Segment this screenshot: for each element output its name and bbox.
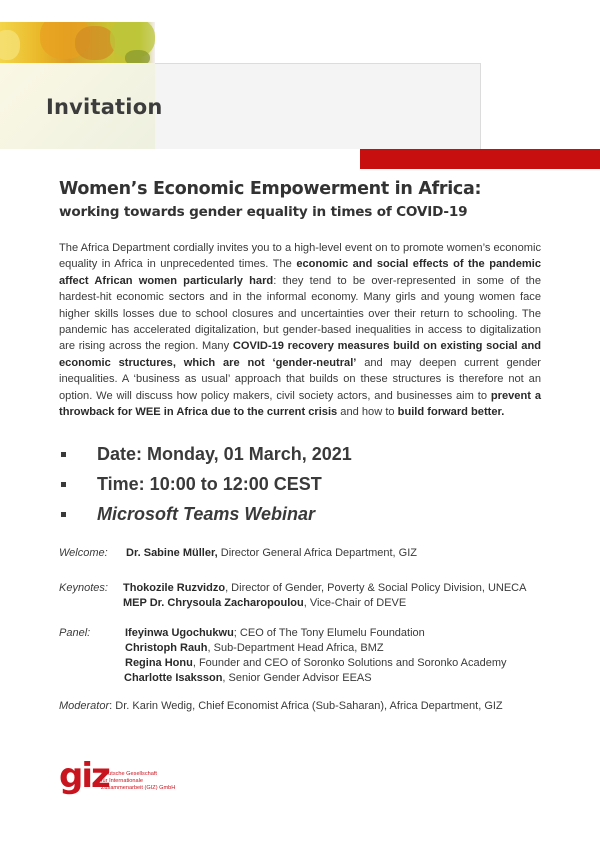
event-time-text: Time: 10:00 to 12:00 CEST: [97, 474, 322, 494]
speaker-line: [124, 672, 372, 684]
header-accent-bar: [360, 149, 600, 169]
giz-logo-line: Deutsche Gesellschaft: [101, 771, 157, 777]
program-keynotes: [59, 582, 527, 609]
program-label: Welcome:: [59, 547, 108, 559]
speaker-line: [125, 657, 507, 669]
bullet-square-icon: [61, 512, 66, 517]
speaker-line: [125, 627, 425, 639]
intro-text: The Africa Department cordially invites you to a high-level event on to promote women’s economic equality in Africa in unprecedented times. The: [59, 242, 541, 271]
speaker-line: [125, 642, 384, 654]
giz-logo-line: für Internationale: [101, 778, 143, 784]
speaker-name: Thokozile Ruzvidzo: [123, 582, 226, 594]
intro-emphasis: economic and social effects of the pandemic affect African women particularly hard: [59, 258, 541, 287]
page-title: Invitation: [46, 95, 163, 119]
header-artwork: [0, 22, 155, 149]
speaker-role: , Sub-Department Head Africa, BMZ: [207, 642, 384, 654]
speaker-role: Director General Africa Department, GIZ: [217, 547, 417, 559]
moderator-text: : Dr. Karin Wedig, Chief Economist Africa (Sub-Saharan), Africa Department, GIZ: [109, 700, 503, 712]
program-welcome: [59, 547, 417, 559]
bullet-square-icon: [61, 482, 66, 487]
intro-text: : they tend to be over-represented in some of the hardest-hit economic sectors and in the informal economy. Many girls and young women face higher skills losses due to school closures and uncertainties over their return to schooling. The pandemic has accelerated digitalization, but gender-based inequalities in access to digitalization are rising across the region. Many: [59, 274, 541, 353]
intro-emphasis: COVID-19 recovery measures build on existing social and economic structures, which are not ‘gender-neutral’: [59, 340, 541, 369]
speaker-role: , Vice-Chair of DEVE: [303, 597, 407, 609]
speaker-line: [123, 597, 406, 609]
header-artwork-colorband: [0, 22, 155, 64]
giz-logo-mark: giz: [59, 756, 109, 796]
program-moderator: [59, 700, 503, 712]
intro-text: and how to: [337, 406, 398, 419]
speaker-name: Dr. Sabine Müller,: [126, 547, 218, 559]
speaker-name: Ifeyinwa Ugochukwu: [125, 627, 234, 639]
event-subtitle: working towards gender equality in times of COVID-19: [59, 204, 468, 220]
program-label: Moderator: [59, 700, 110, 712]
speaker-role: , Director of Gender, Poverty & Social Policy Division, UNECA: [225, 582, 527, 594]
giz-logo-line: Zusammenarbeit (GIZ) GmbH: [101, 785, 176, 791]
event-venue-text: Microsoft Teams Webinar: [97, 504, 316, 524]
speaker-name: MEP Dr. Chrysoula Zacharopoulou: [123, 597, 304, 609]
intro-emphasis: build forward better.: [397, 406, 505, 419]
speaker-role: , Founder and CEO of Soronko Solutions and Soronko Academy: [192, 657, 507, 669]
program-label: Panel:: [59, 627, 91, 639]
intro-emphasis: prevent a throwback for WEE in Africa due to the current crisis: [59, 389, 541, 419]
program-panel: [59, 627, 507, 684]
intro-text: and may deepen current gender inequalities. A ‘business as usual’ approach that builds on these structures is therefore not an option. We will discuss how policy makers, civil society actors, and businesses aim to: [59, 356, 541, 402]
speaker-name: Charlotte Isaksson: [124, 672, 223, 684]
event-title: Women’s Economic Empowerment in Africa:: [59, 179, 482, 199]
speaker-line: [126, 547, 417, 559]
speaker-role: ; CEO of The Tony Elumelu Foundation: [233, 627, 425, 639]
bullet-square-icon: [61, 452, 66, 457]
speaker-name: Regina Honu: [125, 657, 193, 669]
intro-paragraph: [59, 240, 541, 420]
speaker-name: Christoph Rauh: [125, 642, 208, 654]
speaker-line: [123, 582, 526, 594]
speaker-role: , Senior Gender Advisor EEAS: [222, 672, 372, 684]
event-date-text: Date: Monday, 01 March, 2021: [97, 444, 352, 464]
giz-logo-text: [101, 771, 175, 792]
program-label: Keynotes:: [59, 582, 108, 594]
